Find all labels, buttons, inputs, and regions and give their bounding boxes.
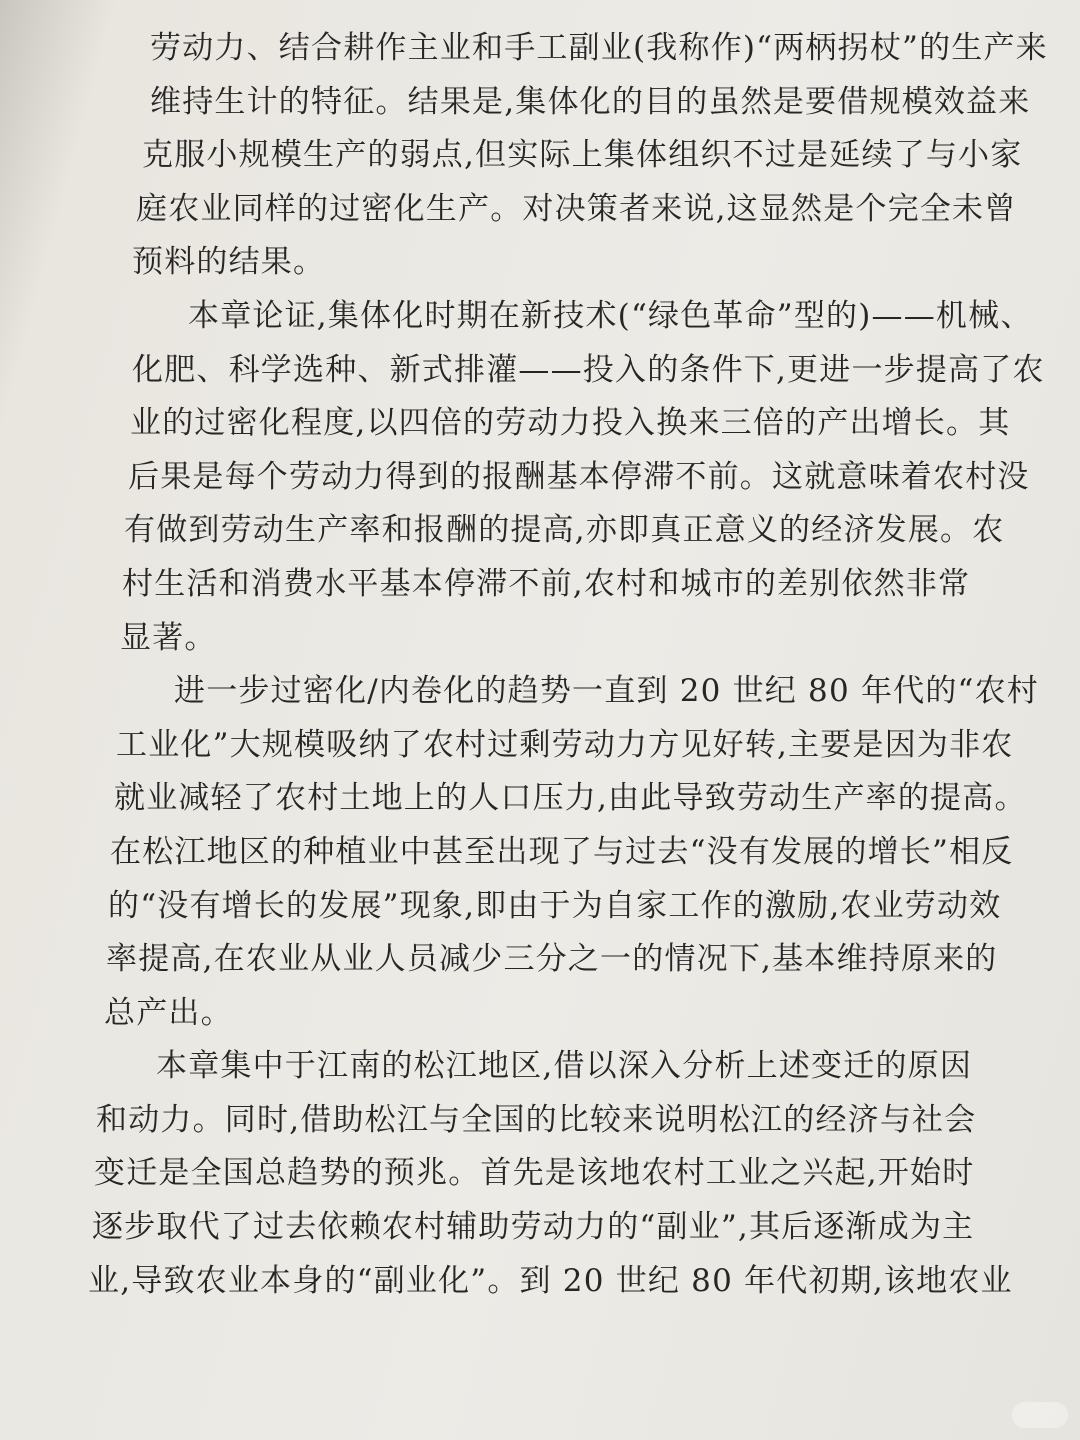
page-text (88, 22, 1048, 1308)
text-line-11: 村生活和消费水平基本停滞不前,农村和城市的差别依然非常 (122, 565, 971, 602)
text-line-3: 克服小规模生产的弱点,但实际上集体组织不过是延续了与小家 (142, 137, 1023, 174)
text-line-19: 总产出。 (104, 994, 233, 1031)
text-line-6: 本章论证,集体化时期在新技术(“绿色革命”型的)——机械、 (188, 297, 1033, 334)
text-line-2: 维持生计的特征。结果是,集体化的目的虽然是要借规模效益来 (150, 83, 1031, 120)
text-line-8: 业的过密化程度,以四倍的劳动力投入换来三倍的产出增长。其 (130, 405, 1011, 442)
text-line-1: 劳动力、结合耕作主业和手工副业(我称作)“两柄拐杖”的生产来 (150, 30, 1048, 66)
text-line-24: 业,导致农业本身的“副业化”。到 20 世纪 80 年代初期,该地农业 (88, 1262, 1013, 1299)
text-line-18: 率提高,在农业从业人员减少三分之一的情况下,基本维持原来的 (106, 941, 998, 978)
text-line-16: 在松江地区的种植业中甚至出现了与过去“没有发展的增长”相反 (110, 833, 1014, 870)
text-line-7: 化肥、科学选种、新式排灌——投入的条件下,更进一步提高了农 (132, 351, 1045, 388)
text-line-23: 逐步取代了过去依赖农村辅助劳动力的“副业”,其后逐渐成为主 (92, 1209, 975, 1246)
text-line-13: 进一步过密化/内卷化的趋势一直到 20 世纪 80 年代的“农村 (174, 673, 1039, 710)
text-line-9: 后果是每个劳动力得到的报酬基本停滞不前。这就意味着农村没 (128, 458, 1030, 495)
text-line-14: 工业化”大规模吸纳了农村过剩劳动力方见好转,主要是因为非农 (116, 726, 1014, 763)
text-line-5: 预料的结果。 (132, 244, 326, 281)
text-line-22: 变迁是全国总趋势的预兆。首先是该地农村工业之兴起,开始时 (94, 1155, 975, 1192)
text-line-4: 庭农业同样的过密化生产。对决策者来说,这显然是个完全未曾 (136, 190, 1017, 227)
text-line-21: 和动力。同时,借助松江与全国的比较来说明松江的经济与社会 (96, 1101, 977, 1138)
text-line-17: 的“没有增长的发展”现象,即由于为自家工作的激励,农业劳动效 (108, 887, 1002, 924)
text-line-10: 有做到劳动生产率和报酬的提高,亦即真正意义的经济发展。农 (124, 512, 1005, 549)
text-line-12: 显著。 (120, 619, 217, 656)
watermark-tag (1012, 1402, 1068, 1428)
text-line-15: 就业减轻了农村土地上的人口压力,由此导致劳动生产率的提高。 (114, 780, 1027, 817)
text-line-20: 本章集中于江南的松江地区,借以深入分析上述变迁的原因 (156, 1048, 973, 1085)
